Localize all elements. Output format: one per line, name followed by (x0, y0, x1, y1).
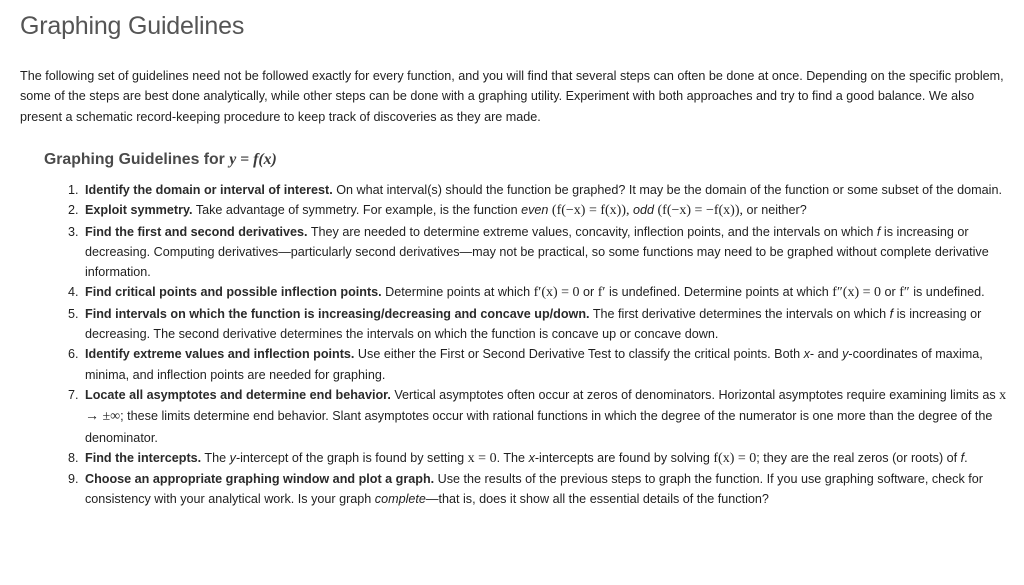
math-f-equals-zero: f(x) = 0 (713, 450, 757, 466)
step-number: 9. (68, 472, 79, 487)
list-item (68, 469, 1018, 510)
step-text: is undefined. Determine points at which (605, 285, 833, 300)
step-italic-f: f (960, 450, 965, 465)
math-limit-infinity: x → ±∞ (85, 387, 1007, 425)
step-text: -intercepts are found by solving (534, 450, 714, 465)
step-text: -coordinates of maxima, minima, and inflection points are needed for graphing. (85, 347, 983, 382)
step-text: The (201, 450, 230, 465)
step-italic-y: y (229, 450, 236, 465)
step-text: ; they are the real zeros (or roots) of (756, 450, 961, 465)
step-text: -intercept of the graph is found by setting (235, 450, 468, 465)
step-number: 7. (68, 387, 79, 402)
section-heading (44, 148, 277, 172)
step-text: Use either the First or Second Derivative Test to classify the critical points. Both (354, 347, 804, 362)
list-item (68, 222, 1018, 283)
step-text: is increasing or decreasing. Computing derivatives—particularly second derivatives—may not be practical, so some functions may need to be graphed without complete derivative information. (85, 224, 989, 280)
list-item (68, 304, 1018, 345)
step-text: . (964, 450, 968, 465)
guidelines-list (68, 180, 1018, 510)
step-number: 6. (68, 347, 79, 362)
step-title: Find the intercepts. (85, 450, 202, 465)
step-number: 2. (68, 203, 79, 218)
section-heading-math: y = f(x) (229, 151, 277, 168)
step-title: Find intervals on which the function is increasing/decreasing and concave up/down. (85, 306, 590, 321)
step-term-complete: complete (374, 492, 426, 507)
intro-paragraph: The following set of guidelines need not be followed exactly for every function, and you will find that several steps can often be done at once. Depending on the specific problem, some of the steps are best done analytically, while other steps can be done with a graphing utility. Experiment with both approaches and try to find a good balance. We also present a schematic record-keeping procedure to keep track of discoveries as they are made. (20, 69, 1004, 124)
step-text: —that is, does it show all the essential details of the function? (425, 492, 769, 507)
step-number: 5. (68, 306, 79, 321)
math-first-derivative: f′ (597, 285, 606, 301)
step-number: 4. (68, 285, 79, 300)
list-item (68, 180, 1018, 200)
list-item (68, 200, 1018, 221)
step-term-odd: odd (633, 203, 655, 218)
step-text: The first derivative determines the intervals on which (589, 306, 890, 321)
math-even-definition: (f(−x) = f(x)), (548, 203, 630, 219)
step-text: is undefined. (909, 285, 985, 300)
step-italic-f: f (876, 224, 881, 239)
step-title: Exploit symmetry. (85, 203, 193, 218)
step-number: 1. (68, 183, 79, 197)
step-text: . The (496, 450, 529, 465)
step-text: Determine points at which (381, 285, 534, 300)
step-text: Vertical asymptotes often occur at zeros of denominators. Horizontal asymptotes require examining limits as (390, 387, 1000, 402)
step-text: is increasing or decreasing. The second derivative determines the intervals on which the function is concave up or concave down. (85, 306, 982, 342)
page-title: Graphing Guidelines (20, 12, 245, 40)
step-text: or (579, 285, 598, 300)
step-text: - and (809, 347, 843, 362)
list-item (68, 385, 1018, 448)
step-number: 3. (68, 224, 79, 239)
list-item (68, 282, 1018, 303)
step-text: ; these limits determine end behavior. Slant asymptotes occur with rational functions in which the degree of the numerator is one more than the degree of the denominator. (85, 409, 993, 445)
list-item (68, 448, 1018, 469)
section-heading-text: Graphing Guidelines for (44, 151, 230, 168)
list-item (68, 344, 1018, 385)
step-title: Choose an appropriate graphing window and plot a graph. (85, 472, 435, 487)
step-text: On what interval(s) should the function be graphed? It may be the domain of the function or some subset of the domain. (332, 183, 1002, 197)
step-title: Identify the domain or interval of interest. (85, 183, 333, 197)
step-text: Use the results of the previous steps to graph the function. If you use graphing software, check for consistency with your analytical work. Is your graph (85, 472, 983, 507)
step-text: or neither? (743, 203, 807, 218)
step-italic-y: y (842, 347, 849, 362)
math-odd-definition: (f(−x) = −f(x)), (654, 203, 743, 219)
step-title: Find the first and second derivatives. (85, 224, 308, 239)
math-second-derivative-zero: f″(x) = 0 (832, 285, 882, 301)
step-text: Take advantage of symmetry. For example, is the function (192, 203, 522, 218)
math-second-derivative: f″ (899, 285, 910, 301)
step-text: or (881, 285, 900, 300)
step-title: Find critical points and possible inflection points. (85, 285, 382, 300)
math-x-equals-zero: x = 0 (467, 450, 497, 466)
step-text: They are needed to determine extreme values, concavity, inflection points, and the intervals on which (307, 224, 877, 239)
step-term-even: even (521, 203, 549, 218)
step-italic-x: x (803, 347, 810, 362)
step-title: Locate all asymptotes and determine end behavior. (85, 387, 391, 402)
math-first-derivative-zero: f′(x) = 0 (533, 285, 580, 301)
step-title: Identify extreme values and inflection points. (85, 347, 355, 362)
step-italic-f: f (889, 306, 894, 321)
step-italic-x: x (528, 450, 535, 465)
step-number: 8. (68, 450, 79, 465)
